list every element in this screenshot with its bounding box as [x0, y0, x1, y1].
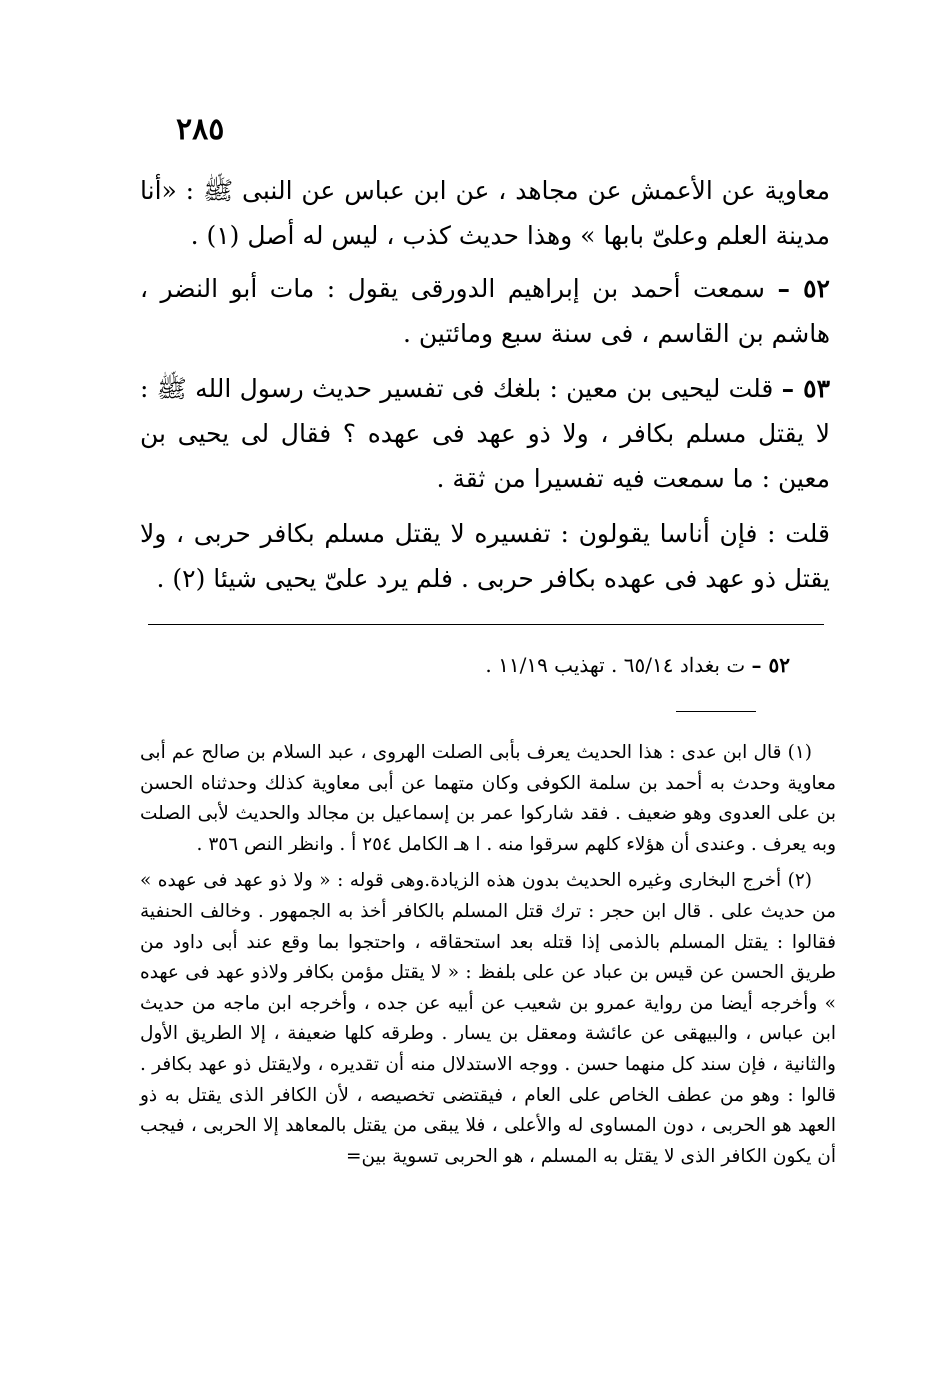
paragraph-text: سمعت أحمد بن إبراهيم الدورقى يقول : مات أبو النضر ، هاشم بن القاسم ، فى سنة سبع ومائتين . — [140, 274, 830, 348]
source-note-number: ٥٢ – — [751, 653, 790, 677]
source-note-text: ت بغداد ٦٥/١٤ . تهذيب ١١/١٩ . — [485, 653, 746, 677]
main-paragraph — [140, 511, 830, 601]
source-note — [250, 650, 790, 680]
paragraph-text: قلت ليحيى بن معين : بلغك فى تفسير حديث رسول الله ﷺ : لا يقتل مسلم بكافر ، ولا ذو عهد فى عهده ؟ فقال لى يحيى بن معين : ما سمعت فيه تفسيرا من ثقة . — [140, 374, 830, 493]
main-paragraph — [140, 366, 830, 501]
paragraph-number: ٥٣ – — [781, 374, 830, 403]
paragraph-text: قلت : فإن أناسا يقولون : تفسيره لا يقتل مسلم بكافر حربى ، ولا يقتل ذو عهد فى عهده بكافر حربى . فلم يرد علىّ يحيى شيئا (٢) . — [140, 519, 830, 593]
main-text — [140, 168, 830, 611]
main-paragraph — [140, 266, 830, 356]
footnotes — [140, 738, 836, 1178]
main-paragraph — [140, 168, 830, 258]
footnote: (١) قال ابن عدى : هذا الحديث يعرف بأبى الصلت الهروى ، عبد السلام بن صالح عم أبى معاوية وحدث به أحمد بن سلمة الكوفى وكان متهما عن أبى معاوية كذلك وحدثناه الحسن بن على العدوى وهو ضعيف . فقد شاركوا عمر بن إسماعيل بن مجالد والحديث لأبى الصلت وبه يعرف . وعندى أن هؤلاء كلهم سرقوا منه . ا هـ الكامل ٢٥٤ أ . وانظر النص ٣٥٦ . — [140, 742, 836, 855]
footnote: (٢) أخرج البخارى وغيره الحديث بدون هذه الزيادة.وهى قوله : « ولا ذو عهد فى عهده » من حديث على . قال ابن حجر : ترك قتل المسلم بالكافر أخذ به الجمهور . وخالف الحنفية فقالوا : يقتل المسلم بالذمى إذا قتله بعد استحقاقه ، واحتجوا بما وقع عند أبى داود من طريق الحسن عن قيس بن عباد عن على بلفظ : « لا يقتل مؤمن بكافر ولاذو عهد فى عهده » وأخرجه أيضا من رواية عمرو بن شعيب عن أبيه عن جده ، وأخرجه ابن ماجه من حديث ابن عباس ، والبيهقى عن عائشة ومعقل بن يسار . وطرقه كلها ضعيفة ، إلا الطريق الأول والثانية ، فإن سند كل منهما حسن . ووجه الاستدلال منه أن تقديره ، ولايقتل ذو عهد بكافر . قالوا : وهو من عطف الخاص على العام ، فيقتضى تخصيصه ، لأن الكافر الذى يقتل به ذو العهد هو الحربى ، دون المساوى له والأعلى ، فلا يبقى من يقتل بالمعاهد إلا الحربى ، فيجب أن يكون الكافر الذى لا يقتل به المسلم ، هو الحربى تسوية بين= — [140, 870, 836, 1167]
page-number: ٢٨٥ — [176, 112, 225, 147]
paragraph-text: معاوية عن الأعمش عن مجاهد ، عن ابن عباس عن النبى ﷺ : «أنا مدينة العلم وعلىّ بابها » وهذا حديث كذب ، ليس له أصل (١) . — [140, 176, 830, 250]
paragraph-number: ٥٢ – — [777, 274, 830, 303]
footnote-divider-line — [676, 711, 756, 712]
main-divider-line — [148, 624, 824, 625]
